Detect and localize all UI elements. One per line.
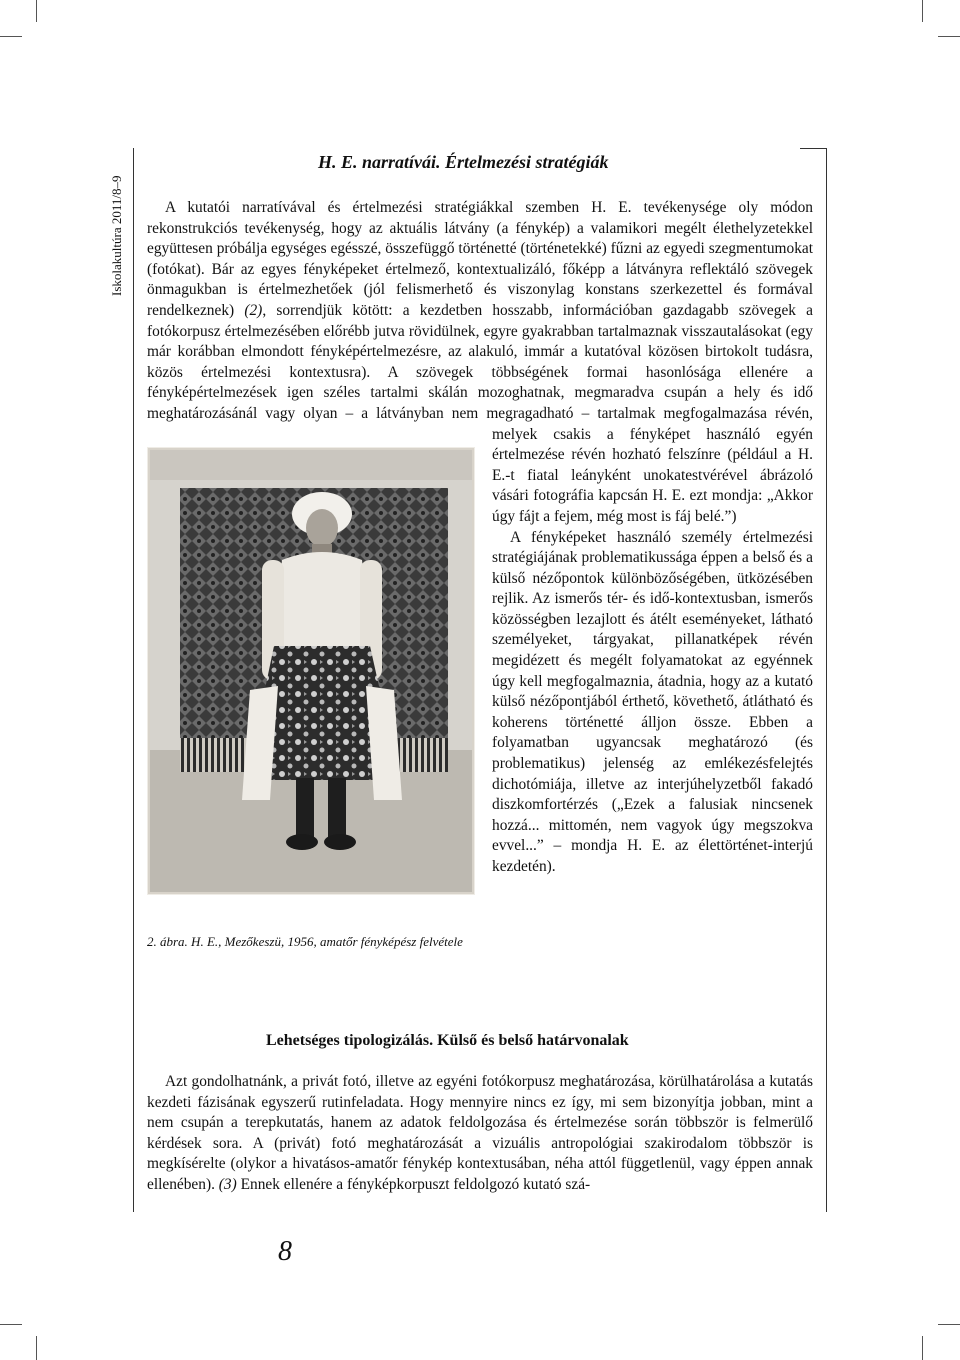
figure-caption: 2. ábra. H. E., Mezőkeszü, 1956, amatőr fényképész felvétele bbox=[147, 934, 463, 949]
crop-mark bbox=[922, 0, 924, 22]
body-paragraph: Azt gondolhatnánk, a privát fotó, illetve az egyéni fotókorpusz meghatározása, körülhatárolása a kutatás kezdeti fázisának egyszerű rutinfeladata. Hogy mennyire nincs ez így, mi sem bizonyítja jobban, mint a nem csupán a terepkutatás, hanem az adatok feldolgozása és értelmezése során többször is felmerülő kérdések sora. A (privát) fotó meghatározását a vizuális antropológiai szakirodalom többször is megkísérelte (olykor a hivatásos-amatőr fénykép kontextusában, néha attól függetlenül, vagy éppen annak ellenében). (3) Ennek ellenére a fényképkorpuszt feldolgozó kutató szá- bbox=[147, 1073, 813, 1193]
crop-mark bbox=[36, 0, 38, 22]
crop-mark bbox=[938, 36, 960, 63]
margin-rule-right bbox=[826, 148, 827, 1212]
crop-mark bbox=[922, 1336, 924, 1360]
historical-photo bbox=[148, 448, 474, 894]
margin-rule-top bbox=[800, 148, 826, 149]
reference-marker: (2) bbox=[244, 301, 263, 319]
running-head: Iskolakultúra 2011/8–9 bbox=[109, 175, 124, 296]
crop-mark bbox=[36, 1336, 38, 1360]
section-heading: Lehetséges tipologizálás. Külső és belső határvonalak bbox=[266, 1032, 629, 1049]
crop-mark bbox=[938, 1324, 960, 1351]
crop-mark bbox=[0, 1324, 22, 1351]
crop-mark bbox=[0, 36, 22, 63]
page-number: 8 bbox=[278, 1236, 292, 1267]
figure bbox=[140, 440, 486, 910]
article-title: H. E. narratívái. Értelmezési stratégiák bbox=[318, 152, 609, 172]
margin-rule-left bbox=[133, 148, 134, 1212]
photo-image bbox=[150, 450, 472, 892]
reference-marker: (3) bbox=[218, 1175, 237, 1193]
body-paragraph: A kutatói narratívával és értelmezési stratégiákkal szemben H. E. tevékenysége oly módon rekonstrukciós tevékenység, hogy az aktuális látvány (a fénykép) a valamikori megélt élethelyzetekkel együttesen próbálja egységes egésszé, összefüggő történetté (történetekké) fűzni az egyedi szegmentumokat (fotókat). Bár az egyes fényképeket értelmező, kontextualizáló, főképp a látványra reflektáló szövegek önmagukban is értelmezhetőek (jól felismerhető és viszonylag konstans szerkezettel és formával rendelkeznek) (2), sorrendjük kötött: a kezdetben hosszabb, információban gazdagabb szövegek a fotókorpusz értelmezésében előrébb jutva rövidülnek, egyre gyakrabban tartalmaznak visszautalásokat (egy már korábban elmondott fényképértelmezésre, az alakuló, immár a kutatóval közösen birtokolt tudásra, közös értelmezési kontextusra). A szövegek többségének formai hasonlósága ellenére a fényképértelmezések igen széles tartalmi skálán mozoghatnak, megmaradva csupán a hely és idő meghatározásánál vagy olyan – a látványban nem megragadható – tartalmak megfogalmazása révén, melyek csakis a fényképet használó egyén értelmezése révén hozható felszínre (például a H. E.-t fiatal leányként unokatestvérével ábrázoló vásári fotográfia kapcsán H. E. ezt mondja: „Akkor úgy fájt a fejem, még most is fáj belé.”) A fényképeket használó személy értelmezési stratégiájának problematikussága éppen a belső és a külső nézőpontok különbözőségében, ütközésében rejlik. Az ismerős tér- és idő-kontextusban, ismerős közösségben lezajlott és átélt eseményeket, látható személyeket, tárgyakat, pillanatképek révén megidézett és megélt folyamatokat az egyénnek úgy kell megfogalmaznia, átadnia, hogy az a kutató külső nézőpontjából érthető, követhető, átlátható és koherens történetté álljon össze. Ebben a folyamatban ugyancsak meghatározó (és problematikus) jelenség az emlékezésfelejtés dichotómiája, illetve az interjúhelyzetből fakadó diszkomfortérzés („Ezek a falusiak nincsenek hozzá... mittomén, nem vagyok úgy megszokva evvel...” – mondja H. E. az élettörténet-interjú kezdetén). bbox=[147, 199, 813, 875]
